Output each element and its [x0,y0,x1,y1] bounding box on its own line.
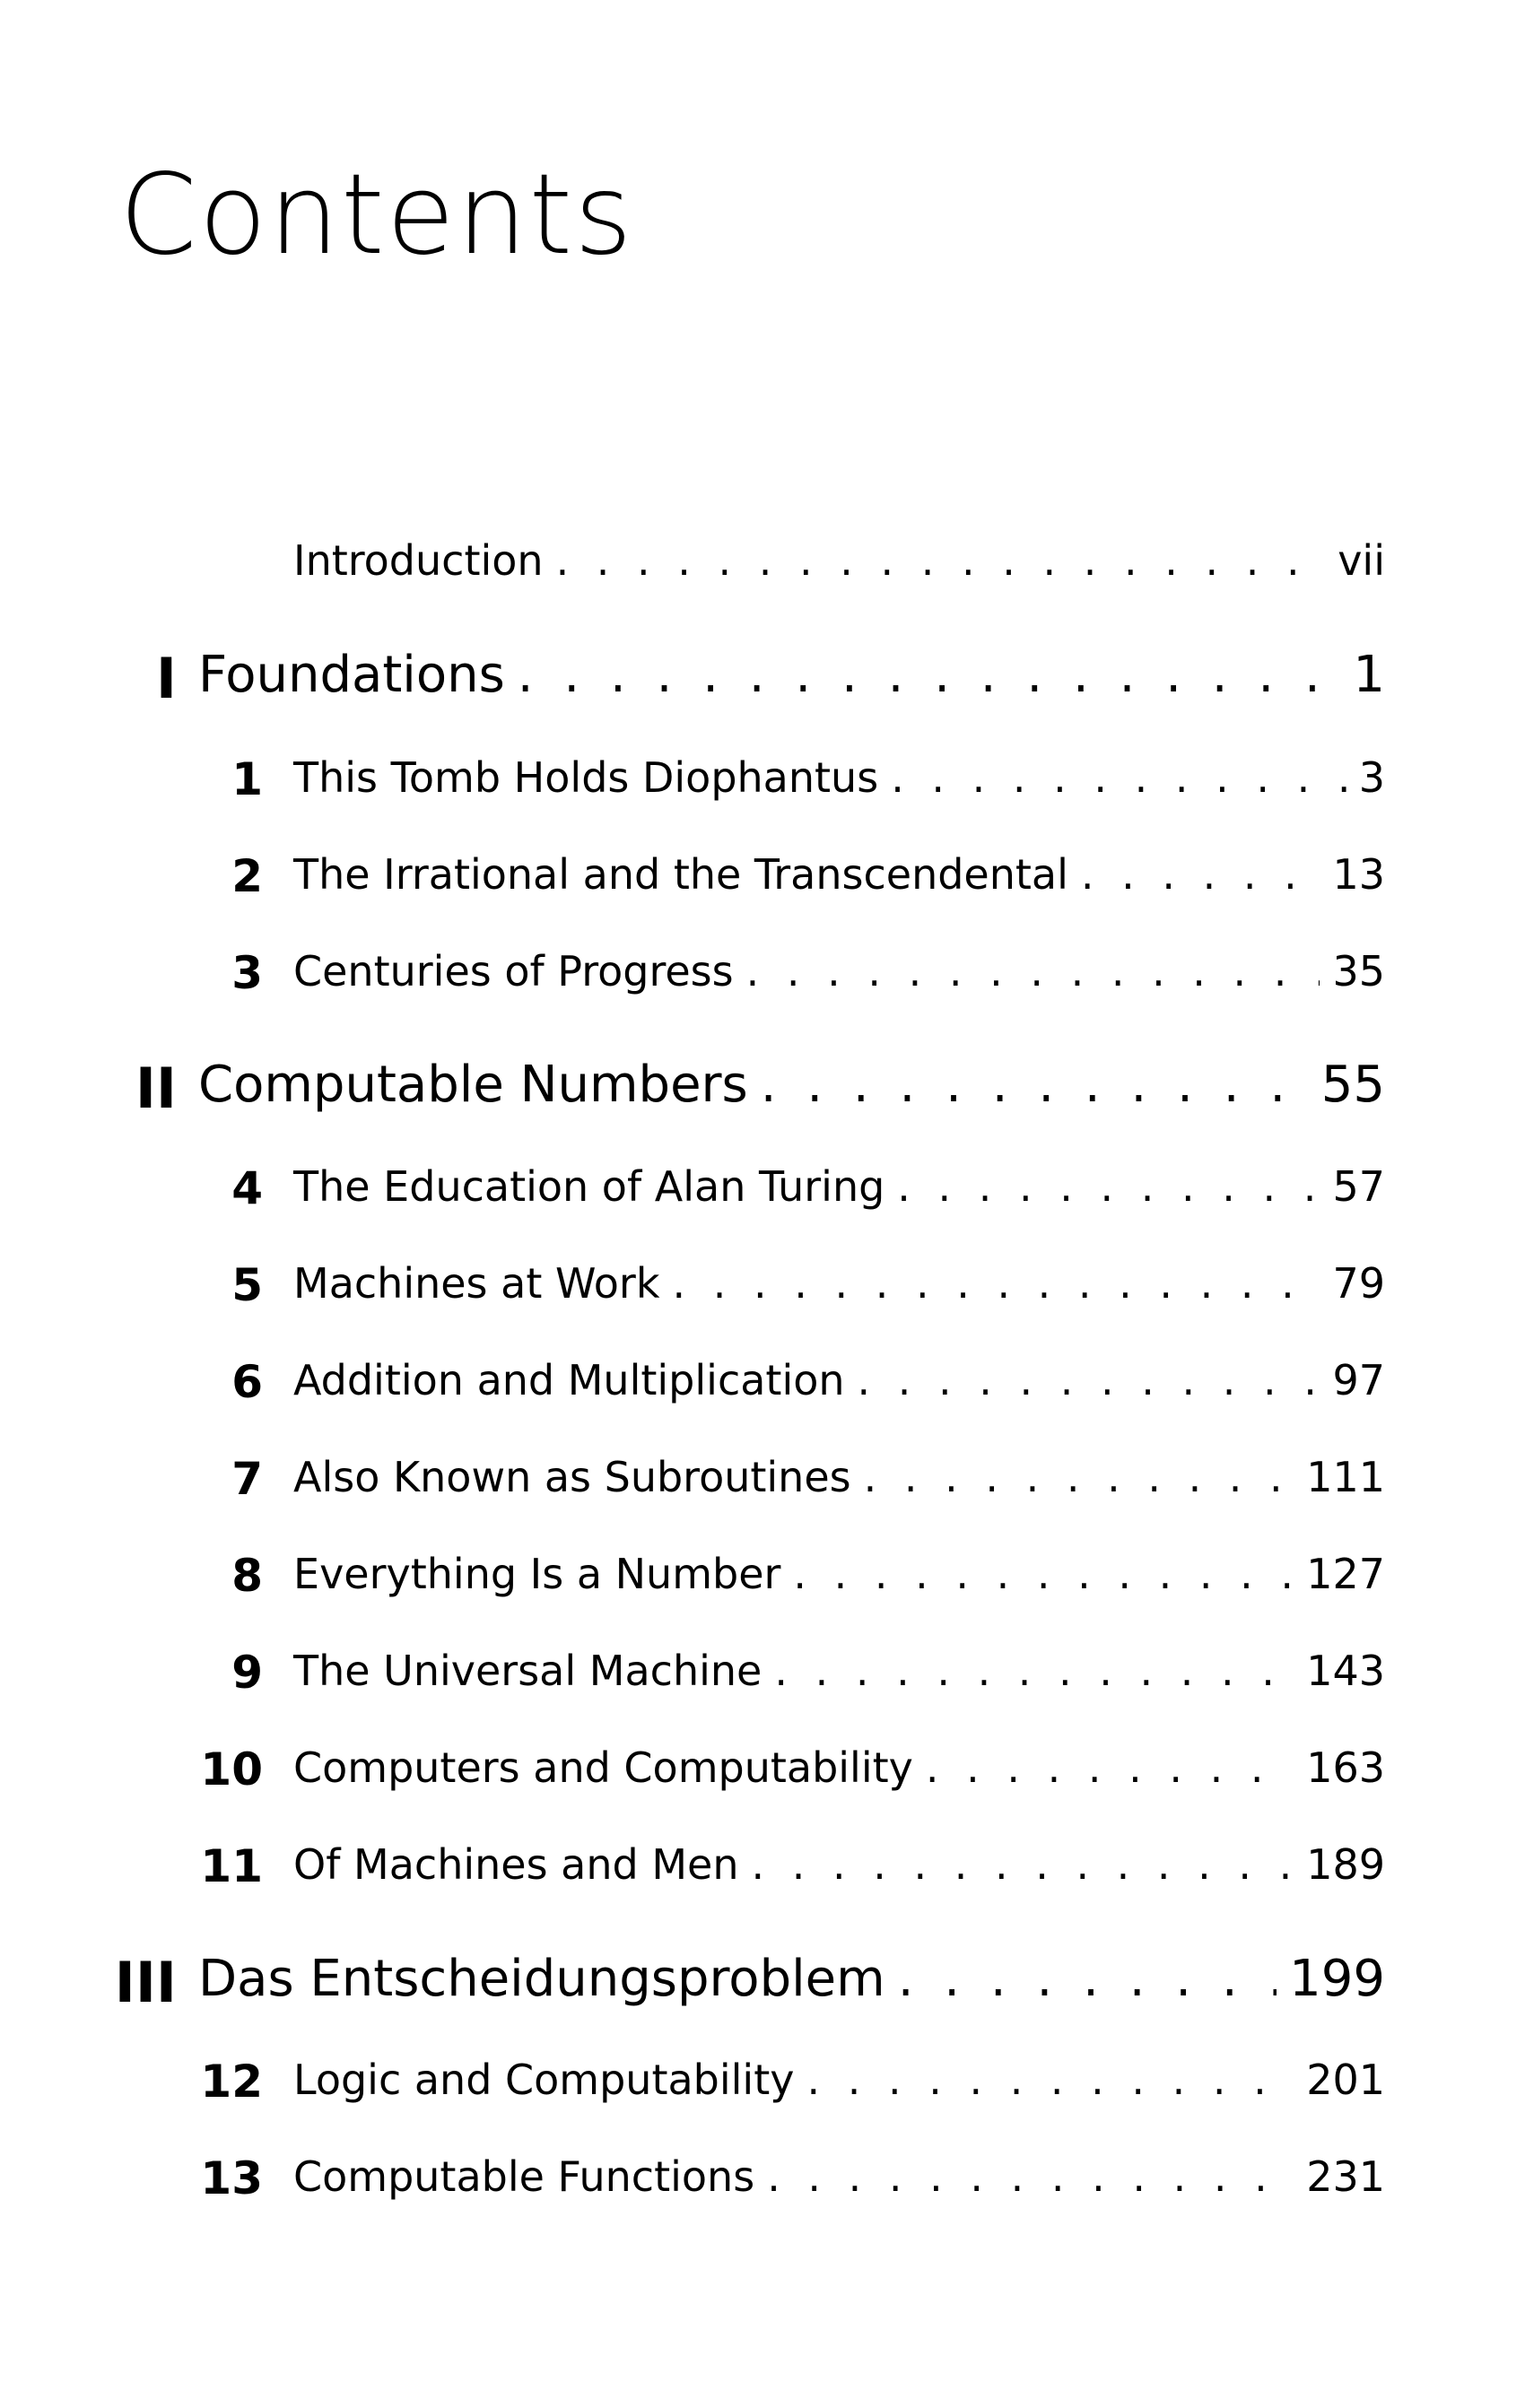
chapter-title: The Education of Alan Turing [293,1162,885,1211]
page-number: 201 [1306,2056,1385,2104]
chapter-title: Of Machines and Men [293,1840,739,1889]
chapter-number: 12 [200,2056,263,2108]
page-number: 199 [1289,1950,1385,2008]
dot-leader [913,1743,1294,1792]
page-number: 231 [1306,2152,1385,2201]
chapter-number: 3 [231,947,263,999]
page-number: 163 [1306,1743,1385,1792]
chapter-title: Logic and Computability [293,2056,795,2104]
chapter-title: Addition and Multiplication [293,1356,845,1404]
page-number: 111 [1306,1453,1385,1501]
dot-leader [885,1950,1277,2008]
dot-leader [659,1259,1320,1308]
page-number: 97 [1332,1356,1385,1404]
chapter-number: 2 [231,850,263,902]
page-number: 35 [1332,947,1385,995]
page-number: 127 [1306,1550,1385,1598]
part-number: III [114,1950,177,2015]
chapter-number: 1 [231,753,263,805]
chapter-title: Everything Is a Number [293,1550,781,1598]
chapter-number: 11 [200,1840,263,1892]
entry-title: Introduction [293,536,544,585]
chapter-number: 7 [231,1453,263,1505]
page-number: 55 [1320,1056,1385,1114]
chapter-title: The Irrational and the Transcendental [293,850,1068,899]
dot-leader [748,1056,1309,1114]
chapter-number: 9 [231,1647,263,1699]
chapter-title: Machines at Work [293,1259,660,1308]
page-number: vii [1338,536,1385,585]
chapter-title: The Universal Machine [293,1647,762,1695]
chapter-number: 6 [231,1356,263,1408]
dot-leader [754,2152,1294,2201]
dot-leader [878,753,1346,802]
dot-leader [762,1647,1294,1695]
part-title: Foundations [198,646,505,704]
page-number: 13 [1332,850,1385,899]
chapter-title: Computers and Computability [293,1743,913,1792]
page-number: 189 [1306,1840,1385,1889]
chapter-title: This Tomb Holds Diophantus [293,753,879,802]
dot-leader [544,536,1326,585]
chapter-number: 13 [200,2152,263,2204]
dot-leader [794,2056,1294,2104]
chapter-number: 10 [200,1743,263,1795]
part-number: I [155,646,177,711]
part-number: II [135,1056,177,1121]
page-number: 3 [1358,753,1385,802]
dot-leader [884,1162,1320,1211]
part-title: Computable Numbers [198,1056,748,1114]
page-title: Contents [119,151,634,280]
page-number: 143 [1306,1647,1385,1695]
dot-leader [845,1356,1320,1404]
dot-leader [738,1840,1294,1889]
chapter-number: 4 [231,1162,263,1214]
dot-leader [1068,850,1320,899]
page-number: 1 [1353,646,1385,704]
chapter-number: 5 [231,1259,263,1311]
chapter-title: Also Known as Subroutines [293,1453,851,1501]
part-title: Das Entscheidungsproblem [198,1950,885,2008]
page-number: 79 [1332,1259,1385,1308]
chapter-title: Computable Functions [293,2152,755,2201]
page-number: 57 [1332,1162,1385,1211]
dot-leader [780,1550,1294,1598]
chapter-title: Centuries of Progress [293,947,734,995]
dot-leader [851,1453,1294,1501]
dot-leader [734,947,1320,995]
chapter-number: 8 [231,1550,263,1602]
dot-leader [505,646,1341,704]
